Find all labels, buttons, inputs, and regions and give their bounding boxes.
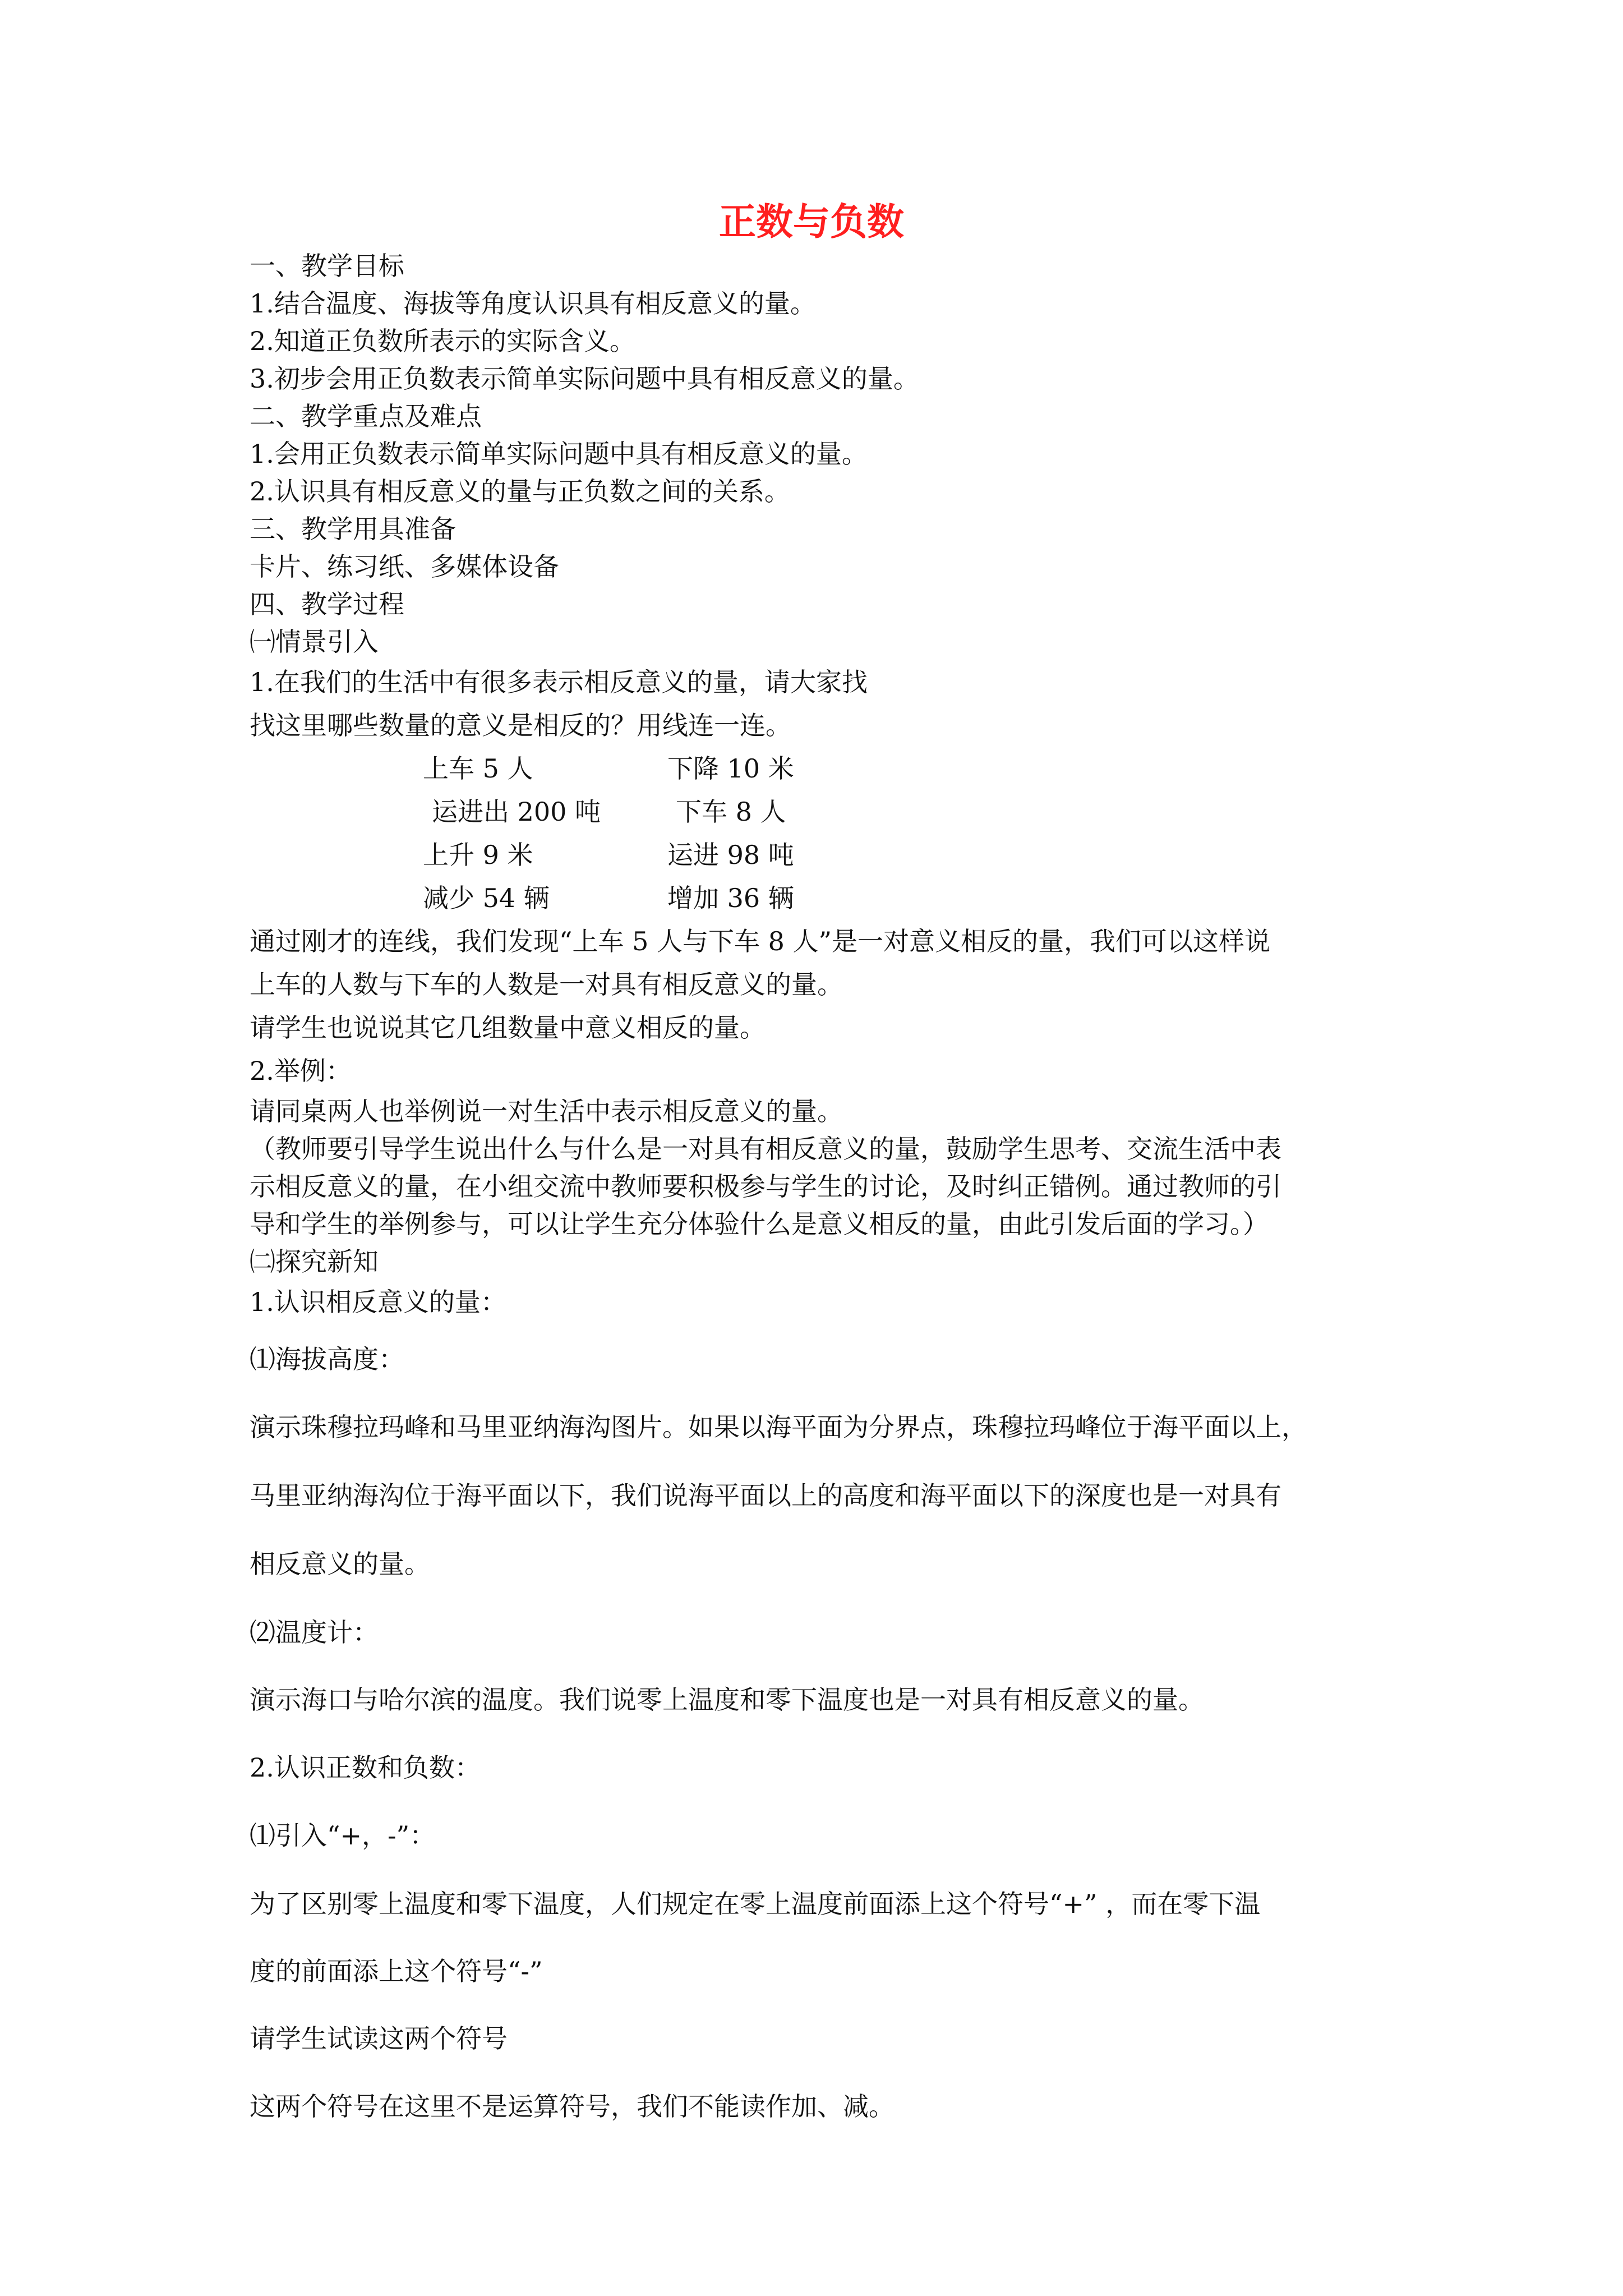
- text-line: 为了区别零上温度和零下温度，人们规定在零上温度前面添上这个符号“+” ，而在零下温: [250, 1889, 1261, 1919]
- text-line: 度的前面添上这个符号“-”: [250, 1956, 543, 1986]
- text-line: 1.结合温度、海拔等角度认识具有相反意义的量。: [250, 288, 816, 319]
- text-line: 通过刚才的连线，我们发现“上车 5 人与下车 8 人”是一对意义相反的量，我们可以这样说: [250, 926, 1271, 956]
- text-line: 请学生试读这两个符号: [250, 2023, 508, 2054]
- text-line: 二、教学重点及难点: [250, 401, 482, 431]
- text-line: 3.初步会用正负数表示简单实际问题中具有相反意义的量。: [250, 364, 919, 394]
- text-line: 请学生也说说其它几组数量中意义相反的量。: [250, 1013, 766, 1043]
- text-line: 请同桌两人也举例说一对生活中表示相反意义的量。: [250, 1096, 843, 1126]
- text-line: 2.认识具有相反意义的量与正负数之间的关系。: [250, 476, 790, 507]
- text-line: 卡片、练习纸、多媒体设备: [250, 551, 559, 582]
- text-line: 这两个符号在这里不是运算符号，我们不能读作加、减。: [250, 2091, 895, 2122]
- text-line: ⑴引入“+，-”：: [250, 1820, 436, 1851]
- text-line: 2.知道正负数所表示的实际含义。: [250, 326, 635, 356]
- text-line: 相反意义的量。: [250, 1549, 430, 1579]
- text-line: 四、教学过程: [250, 589, 404, 619]
- text-line: ⑴海拔高度：: [250, 1344, 404, 1374]
- text-line: 示相反意义的量，在小组交流中教师要积极参与学生的讨论，及时纠正错例。通过教师的引: [250, 1171, 1281, 1202]
- match-left-item: 上车 5 人: [423, 753, 533, 784]
- match-right-item: 运进 98 吨: [667, 840, 794, 870]
- match-left-item: 减少 54 辆: [423, 883, 550, 913]
- text-line: 1.在我们的生活中有很多表示相反意义的量，请大家找: [250, 667, 868, 697]
- text-line: 上车的人数与下车的人数是一对具有相反意义的量。: [250, 969, 843, 1000]
- text-line: ⑵温度计：: [250, 1617, 379, 1648]
- text-line: 1.认识相反意义的量：: [250, 1287, 506, 1317]
- text-line: 一、教学目标: [250, 251, 404, 281]
- text-line: 导和学生的举例参与，可以让学生充分体验什么是意义相反的量，由此引发后面的学习。）: [250, 1209, 1269, 1239]
- text-line: 三、教学用具准备: [250, 514, 456, 544]
- text-line: ㈠情景引入: [250, 627, 379, 657]
- page-title: 正数与负数: [719, 200, 904, 243]
- text-line: 找这里哪些数量的意义是相反的？用线连一连。: [250, 710, 791, 740]
- text-line: 2.认识正数和负数：: [250, 1752, 481, 1783]
- text-line: 2.举例：: [250, 1056, 352, 1086]
- text-line: （教师要引导学生说出什么与什么是一对具有相反意义的量，鼓励学生思考、交流生活中表: [250, 1134, 1281, 1164]
- text-line: 演示珠穆拉玛峰和马里亚纳海沟图片。如果以海平面为分界点，珠穆拉玛峰位于海平面以上，: [250, 1412, 1307, 1442]
- text-line: 演示海口与哈尔滨的温度。我们说零上温度和零下温度也是一对具有相反意义的量。: [250, 1685, 1204, 1715]
- match-right-item: 下车 8 人: [676, 797, 786, 827]
- match-right-item: 增加 36 辆: [667, 883, 794, 913]
- match-right-item: 下降 10 米: [667, 753, 794, 784]
- text-line: ㈡探究新知: [250, 1246, 379, 1277]
- match-left-item: 上升 9 米: [423, 840, 533, 870]
- match-left-item: 运进出 200 吨: [432, 797, 601, 827]
- text-line: 1.会用正负数表示简单实际问题中具有相反意义的量。: [250, 439, 868, 469]
- text-line: 马里亚纳海沟位于海平面以下，我们说海平面以上的高度和海平面以下的深度也是一对具有: [250, 1480, 1281, 1511]
